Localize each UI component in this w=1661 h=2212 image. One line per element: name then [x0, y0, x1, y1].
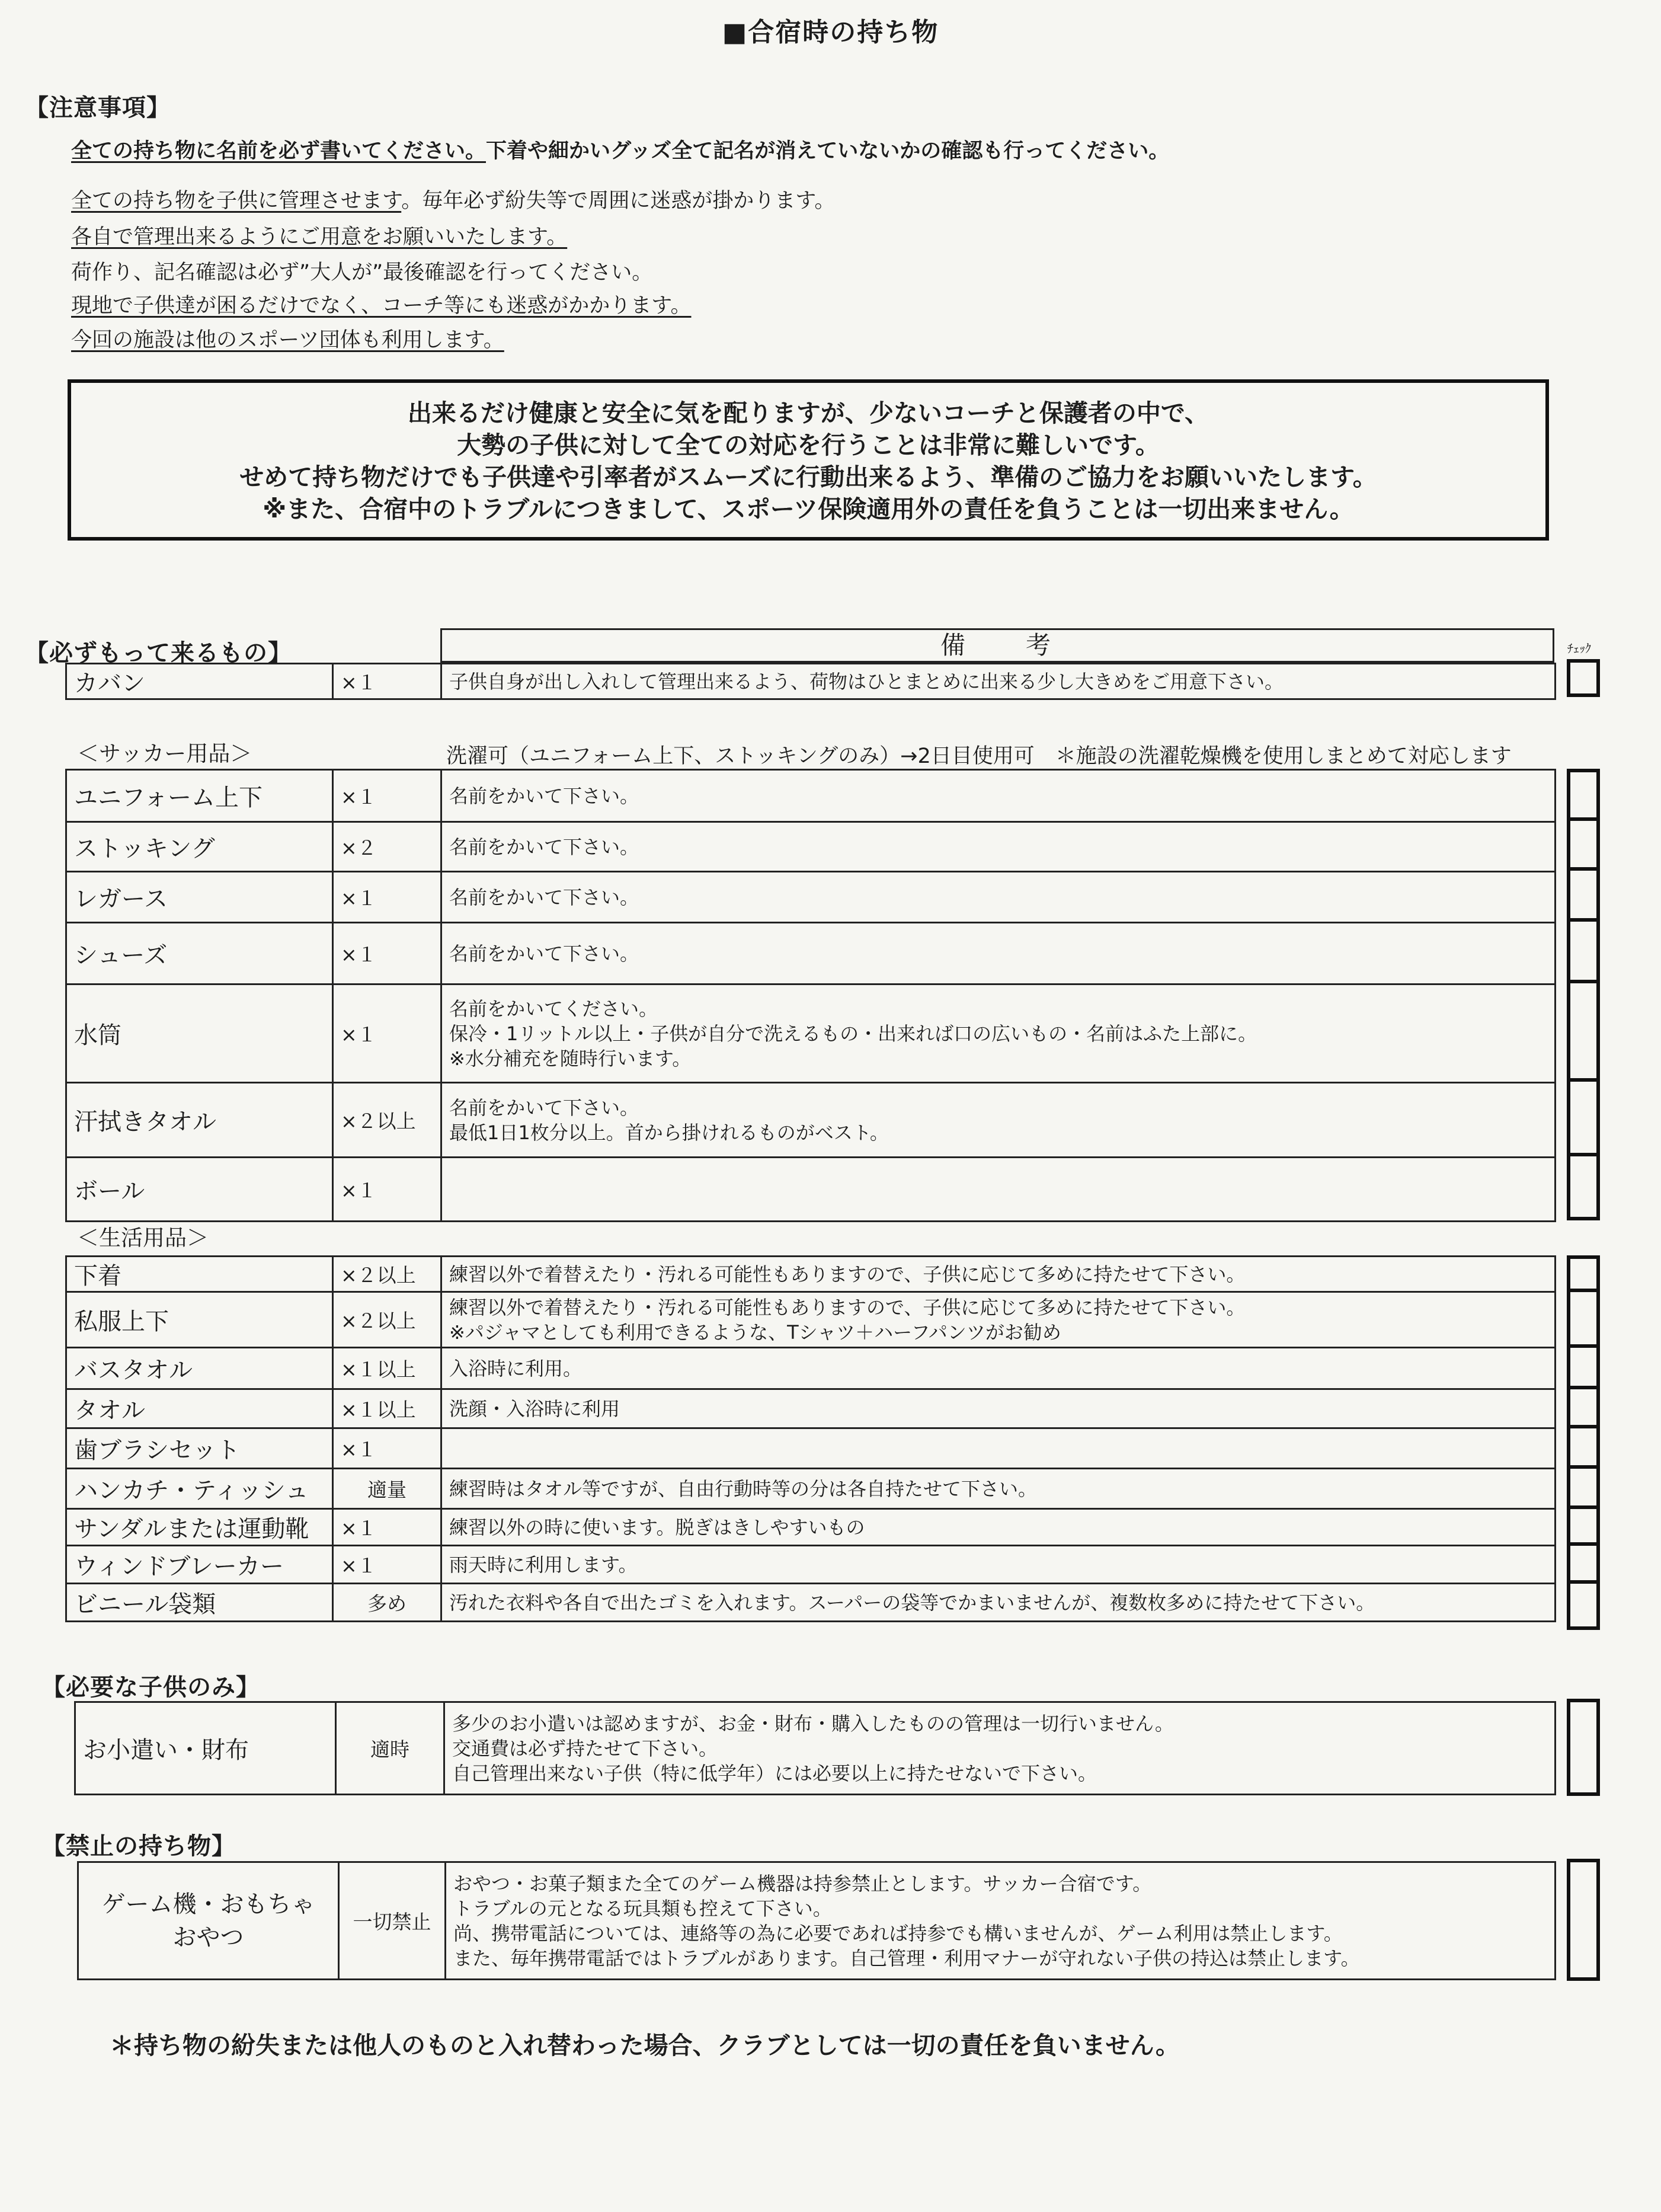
prohibited-check-column [1567, 1859, 1600, 1981]
checkbox-toothbrush[interactable] [1567, 1425, 1600, 1469]
remark-line: 汚れた衣料や各自で出たゴミを入れます。スーパーの袋等でかまいませんが、複数枚多めに持たせて下さい。 [449, 1591, 1375, 1614]
daily-table [65, 1255, 1556, 1622]
page-title: ■合宿時の持ち物 [722, 17, 939, 47]
remark-line: また、毎年携帯電話ではトラブルがあります。自己管理・利用マナーが守れない子供の持込は禁止します。 [453, 1946, 1360, 1970]
item-qty: ×１ [333, 1546, 441, 1584]
checkbox-ball[interactable] [1567, 1153, 1600, 1220]
checkbox-plastic-bags[interactable] [1567, 1580, 1600, 1630]
remark-line: 洗顔・入浴時に利用 [449, 1397, 620, 1420]
footer-disclaimer: ＊持ち物の紛失または他人のものと入れ替わった場合、クラブとしては一切の責任を負いません。 [110, 2031, 1180, 2060]
item-remark [441, 923, 1556, 984]
checkbox-face-towel[interactable] [1567, 1386, 1600, 1428]
remark-line: 練習以外で着替えたり・汚れる可能性もありますので、子供に応じて多めに持たせて下さい。 [449, 1262, 1246, 1286]
item-remark [441, 984, 1556, 1083]
table-row [66, 1389, 1556, 1428]
item-name: カバン [66, 664, 333, 699]
item-name: ユニフォーム上下 [66, 770, 333, 822]
checkbox-shinguard[interactable] [1567, 867, 1600, 922]
item-qty: ×１以上 [333, 1348, 441, 1389]
remark-line: 多少のお小遣いは認めますが、お金・財布・購入したものの管理は一切行いません。 [452, 1712, 1174, 1735]
item-remark [441, 1257, 1556, 1292]
soccer-table [65, 769, 1556, 1222]
item-remark [446, 1862, 1556, 1980]
item-qty: 多め [333, 1584, 441, 1622]
item-qty: 適時 [336, 1702, 444, 1795]
remark-line: ※パジャマとしても利用できるような、Tシャツ＋ハーフパンツがお勧め [449, 1321, 1061, 1344]
table-row [66, 1469, 1556, 1509]
table-row [66, 1158, 1556, 1222]
checkbox-towel[interactable] [1567, 1078, 1600, 1156]
checkbox-uniform[interactable] [1567, 769, 1600, 821]
item-name: ストッキング [66, 822, 333, 872]
table-row [66, 1546, 1556, 1584]
item-name: ボール [66, 1158, 333, 1222]
notes-heading: 【注意事項】 [25, 94, 171, 122]
daily-check-column [1567, 1255, 1600, 1630]
item-name: 水筒 [66, 984, 333, 1083]
remark-line: 名前をかいて下さい。 [449, 784, 639, 807]
item-remark [441, 1292, 1556, 1348]
checkbox-underwear[interactable] [1567, 1255, 1600, 1292]
item-remark [444, 1702, 1556, 1795]
remark-line: トラブルの元となる玩具類も控えて下さい。 [453, 1897, 832, 1920]
item-qty: ×１ [333, 1428, 441, 1469]
notice-line: 大勢の子供に対して全ての対応を行うことは非常に難しいです。 [457, 431, 1160, 459]
checkbox-kaban[interactable] [1567, 659, 1600, 697]
soccer-heading: ＜サッカー用品＞ [77, 741, 252, 766]
remark-line: 保冷・1リットル以上・子供が自分で洗えるもの・出来れば口の広いもの・名前はふた上部に。 [449, 1022, 1257, 1045]
checkbox-bath-towel[interactable] [1567, 1344, 1600, 1389]
item-qty: ×１ [333, 770, 441, 822]
item-qty: ×１ [333, 984, 441, 1083]
prohibited-table [77, 1861, 1556, 1980]
item-remark [441, 1389, 1556, 1428]
remark-column-header: 備 考 [440, 628, 1554, 663]
note-line-1-rest: 下着や細かいグッズ全て記名が消えていないかの確認も行ってください。 [486, 139, 1170, 163]
item-qty: ×２ [333, 822, 441, 872]
item-remark [441, 872, 1556, 923]
remark-line: 練習以外の時に使います。脱ぎはきしやすいもの [449, 1516, 865, 1539]
item-remark [441, 1584, 1556, 1622]
prohibited-heading: 【禁止の持ち物】 [41, 1833, 236, 1860]
item-name: お小遣い・財布 [75, 1702, 336, 1795]
item-remark [441, 822, 1556, 872]
remark-line: 練習以外で着替えたり・汚れる可能性もありますので、子供に応じて多めに持たせて下さい。 [449, 1296, 1246, 1319]
note-line-6-text: 今回の施設は他のスポーツ団体も利用します。 [71, 328, 504, 352]
table-row [66, 923, 1556, 984]
item-name [78, 1862, 339, 1980]
check-column-label: ﾁｪｯｸ [1567, 641, 1591, 656]
note-line-3-text: 各自で管理出来るようにご用意をお願いいたします。 [71, 225, 568, 249]
remark-line: ※水分補充を随時行います。 [449, 1047, 692, 1070]
checkbox-sandals[interactable] [1567, 1505, 1600, 1546]
optional-table [74, 1701, 1556, 1795]
table-row [66, 1584, 1556, 1622]
item-qty: ×２以上 [333, 1083, 441, 1158]
soccer-check-column [1567, 769, 1600, 1220]
notice-line: せめて持ち物だけでも子供達や引率者がスムーズに行動出来るよう、準備のご協力をお願いいたします。 [239, 463, 1377, 491]
item-qty: ×１ [333, 1509, 441, 1546]
item-name: ウィンドブレーカー [66, 1546, 333, 1584]
item-qty: ×１ [333, 923, 441, 984]
remark-line: 名前をかいて下さい。 [449, 835, 639, 858]
table-row [66, 984, 1556, 1083]
item-qty: ×１ [333, 1158, 441, 1222]
remark-line: 名前をかいてください。 [449, 997, 658, 1020]
remark-line: 雨天時に利用します。 [449, 1553, 638, 1576]
remark-line: おやつ・お菓子類また全てのゲーム機器は持参禁止とします。サッカー合宿です。 [453, 1872, 1152, 1895]
item-remark [441, 1546, 1556, 1584]
item-remark [441, 1469, 1556, 1509]
table-row [66, 1348, 1556, 1389]
required-heading: 【必ずもって来るもの】 [25, 640, 292, 667]
item-qty: ×２以上 [333, 1257, 441, 1292]
note-line-1 [71, 138, 1169, 164]
item-name: タオル [66, 1389, 333, 1428]
item-name-line: ゲーム機・おもちゃ [101, 1890, 315, 1918]
table-row [66, 1292, 1556, 1348]
item-name: 私服上下 [66, 1292, 333, 1348]
item-name: ハンカチ・ティッシュ [66, 1469, 333, 1509]
optional-check-column [1567, 1699, 1600, 1796]
item-remark [441, 1509, 1556, 1546]
item-qty: ×２以上 [333, 1292, 441, 1348]
remark-line: 練習時はタオル等ですが、自由行動時等の分は各自持たせて下さい。 [449, 1477, 1038, 1500]
table-row [66, 872, 1556, 923]
note-line-2-rest: 。毎年必ず紛失等で周囲に迷惑が掛かります。 [401, 189, 836, 213]
table-row [66, 1428, 1556, 1469]
item-remark [441, 1083, 1556, 1158]
remark-line: 名前をかいて下さい。 [449, 886, 639, 909]
remark-line: 最低1日1枚分以上。首から掛けれるものがベスト。 [449, 1121, 889, 1144]
checkbox-handkerchief[interactable] [1567, 1465, 1600, 1509]
table-row [66, 664, 1556, 699]
item-remark [441, 1158, 1556, 1222]
item-remark [441, 664, 1556, 699]
remark-line: 子供自身が出し入れして管理出来るよう、荷物はひとまとめに出来る少し大きめをご用意下さい。 [449, 670, 1284, 693]
item-name: シューズ [66, 923, 333, 984]
item-name: サンダルまたは運動靴 [66, 1509, 333, 1546]
checkbox-windbreaker[interactable] [1567, 1542, 1600, 1584]
item-name: 汗拭きタオル [66, 1083, 333, 1158]
notice-box [68, 379, 1549, 541]
required-table [65, 663, 1556, 700]
checkbox-stocking[interactable] [1567, 817, 1600, 871]
checkbox-bottle[interactable] [1567, 980, 1600, 1082]
remark-line: 自己管理出来ない子供（特に低学年）には必要以上に持たせないで下さい。 [452, 1762, 1097, 1785]
item-name: 下着 [66, 1257, 333, 1292]
checkbox-shoes[interactable] [1567, 918, 1600, 983]
item-remark [441, 1428, 1556, 1469]
remark-line: 名前をかいて下さい。 [449, 942, 639, 965]
item-qty: ×１以上 [333, 1389, 441, 1428]
note-line-6 [71, 327, 504, 353]
item-name: 歯ブラシセット [66, 1428, 333, 1469]
remark-line: 交通費は必ず持たせて下さい。 [452, 1737, 718, 1760]
note-line-5 [71, 293, 692, 319]
note-line-1-underlined: 全ての持ち物に名前を必ず書いてください。 [71, 139, 487, 163]
table-row [66, 822, 1556, 872]
table-row [75, 1702, 1556, 1795]
remark-line: 名前をかいて下さい。 [449, 1096, 639, 1119]
note-line-3 [71, 224, 567, 250]
item-qty: 一切禁止 [339, 1862, 446, 1980]
wash-note: 洗濯可（ユニフォーム上下、ストッキングのみ）→2日目使用可 ＊施設の洗濯乾燥機を使用しまとめて対応します [446, 744, 1512, 768]
remark-line: 尚、携帯電話については、連絡等の為に必要であれば持参でも構いませんが、ゲーム利用は禁止します。 [453, 1922, 1343, 1945]
item-name-line: おやつ [172, 1923, 244, 1951]
checkbox-prohibited[interactable] [1567, 1859, 1600, 1981]
notice-line: 出来るだけ健康と安全に気を配りますが、少ないコーチと保護者の中で、 [407, 399, 1209, 427]
note-line-4: 荷作り、記名確認は必ず”大人が”最後確認を行ってください。 [71, 261, 653, 285]
note-line-2 [71, 188, 835, 214]
item-name: バスタオル [66, 1348, 333, 1389]
item-remark [441, 770, 1556, 822]
table-row [66, 770, 1556, 822]
remark-line: 入浴時に利用。 [449, 1357, 583, 1380]
note-line-2-underlined: 全ての持ち物を子供に管理させます [71, 189, 402, 213]
item-qty: 適量 [333, 1469, 441, 1509]
required-check-column [1567, 659, 1600, 697]
optional-heading: 【必要な子供のみ】 [41, 1674, 260, 1701]
note-line-5-text: 現地で子供達が困るだけでなく、コーチ等にも迷惑がかかります。 [71, 294, 692, 318]
notice-line: ※また、合宿中のトラブルにつきまして、スポーツ保険適用外の責任を負うことは一切出来ません。 [263, 495, 1354, 523]
item-qty: ×１ [333, 664, 441, 699]
checkbox-allowance[interactable] [1567, 1699, 1600, 1796]
item-name: ビニール袋類 [66, 1584, 333, 1622]
table-row [66, 1083, 1556, 1158]
item-remark [441, 1348, 1556, 1389]
checkbox-clothes[interactable] [1567, 1289, 1600, 1348]
item-name: レガース [66, 872, 333, 923]
table-row [78, 1862, 1556, 1980]
daily-heading: ＜生活用品＞ [77, 1225, 209, 1251]
table-row [66, 1257, 1556, 1292]
table-row [66, 1509, 1556, 1546]
item-qty: ×１ [333, 872, 441, 923]
